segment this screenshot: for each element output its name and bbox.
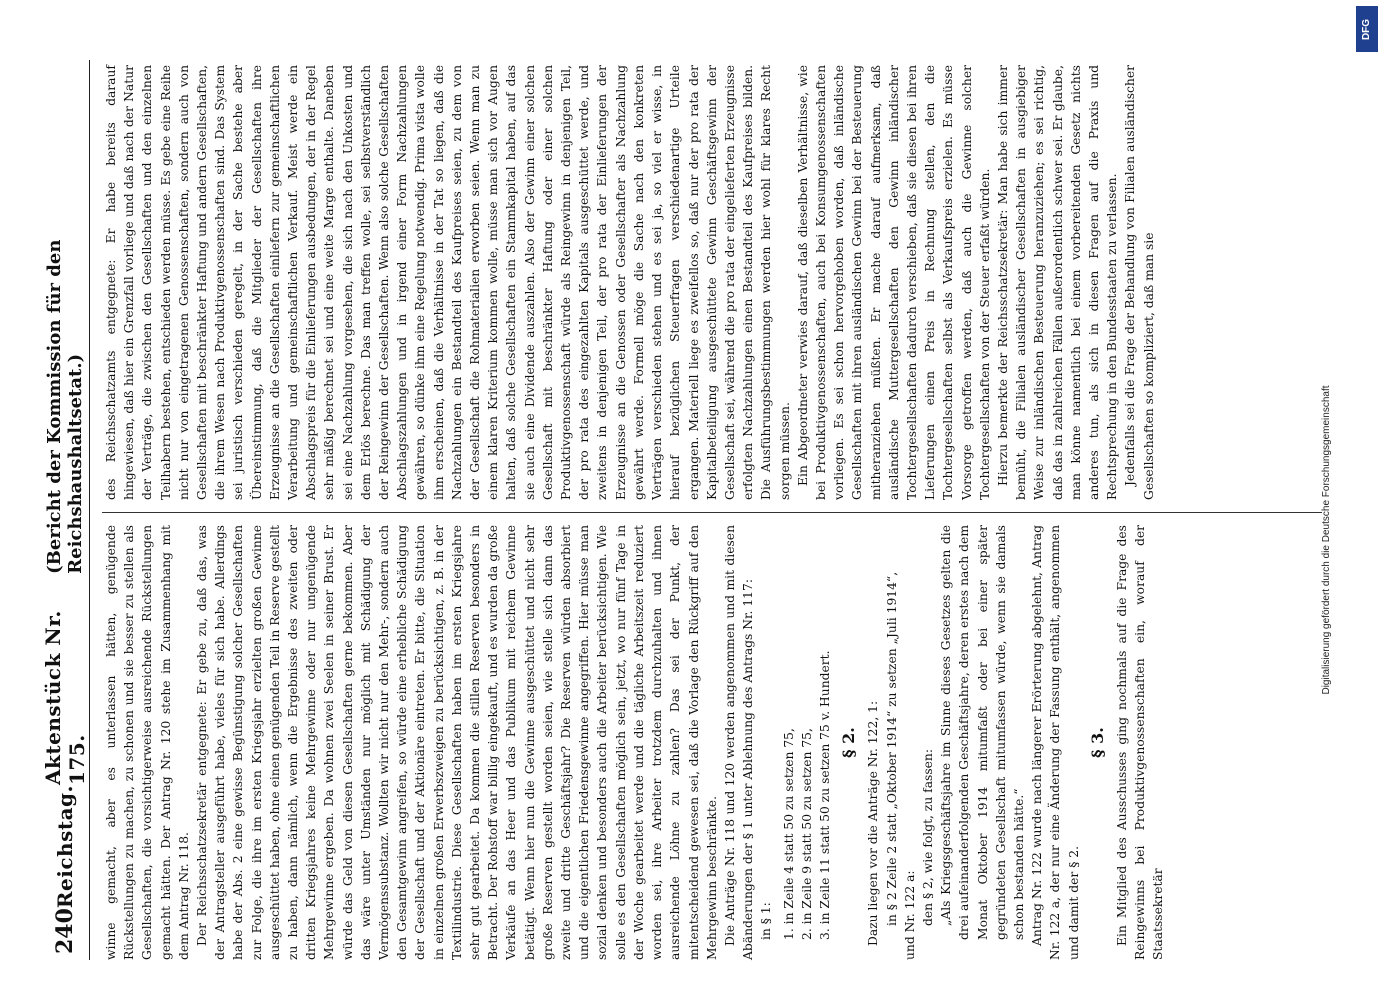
dfg-logo-icon: DFG: [1356, 6, 1378, 52]
paragraph: Der Reichsschatzsekretär entgegnete: Er gebe zu, daß das, was der Antragsteller ausgeführt habe, vieles für sich habe. Allerdings habe der Abs. 2 eine gewisse Begünstigung solcher Gesellschaften zur Folge, die ihre im ersten Kriegsjahr erzielten großen Gewinne ausgeschüttet haben, ohne einen genügenden Teil in Reserve gestellt zu haben, dann nämlich, wenn die Ergebnisse des zweiten oder dritten Kriegsjahres keine Mehrgewinne oder nur ungenügende Mehrgewinne ergeben. Da wohnen zwei Seelen in seiner Brust. Er würde das Geld von diesen Gesellschaften gerne bekommen. Aber das wäre unter Umständen nur möglich mit Schädigung der Vermögenssubstanz. Wollten wir nicht nur den Mehr-, sondern auch den Gesamtgewinn angreifen, so würde eine erhebliche Schädigung der Gesellschaft und der Aktionäre eintreten. Er bitte, die Situation in einzelnen großen Erwerbszweigen zu berücksichtigen, z. B. in der Textilindustrie. Diese Gesellschaften haben im ersten Kriegsjahre sehr gut gearbeitet. Da kommen die stillen Reserven besonders in Betracht. Der Rohstoff war billig eingekauft, und es wurden da große Verkäufe an das Heer und das Publikum mit reichem Gewinne betätigt. Wenn hier nun die Gewinne ausgeschüttet und nicht sehr große Reserven gestellt worden seien, wie stelle sich dann das zweite und dritte Geschäftsjahr? Die Reserven würden absorbiert und die eigentlichen Friedensgewinne angegriffen. Hier müsse man sozial denken und besonders auch die Arbeiter berücksichtigen. Wie solle es den Gesellschaften möglich sein, jetzt, wo nur fünf Tage in der Woche gearbeitet werde und die tägliche Arbeitszeit reduziert worden sei, ihre Arbeiter trotzdem durchzuhalten und ihnen ausreichende Löhne zu zahlen? Das sei der Punkt, der mitentscheidend gewesen sei, daß die Vorlage den Rückgriff auf den Mehrgewinn beschränkte.: [195, 525, 719, 960]
section-heading: § 3.: [1087, 727, 1107, 758]
list-item: 1. in Zeile 4 statt 50 zu setzen 75,: [781, 728, 796, 940]
list-intro: in § 1:: [759, 902, 774, 940]
paragraph: und Nr. 122 a:: [902, 870, 917, 960]
digitization-notice: Digitalisierung gefördert durch die Deutsche Forschungsgemeinschaft: [1321, 385, 1332, 695]
paragraph: Ein Abgeordneter verwies darauf, daß dieselben Verhältnisse, wie bei Produktivgenossenschaften, auch bei Konsumgenossenschaften vorliegen. Es sei schon hervorgehoben worden, daß inländische Gesellschaften mit ihren ausländischen Gewinn bei der Besteuerung mitheranziehen müßten. Er mache darauf aufmerksam, daß ausländische Muttergesellschaften den Gewinn inländischer Tochtergesellschaften dadurch verschieben, daß sie diesen bei ihren Lieferungen einen Preis in Rechnung stellen, den die Tochtergesellschaften selbst als Verkaufspreis erzielen. Es müsse Vorsorge getroffen werden, daß auch die Gewinne solcher Tochtergesellschaften von der Steuer erfaßt würden.: [795, 65, 992, 500]
quotation: „Als Kriegsgeschäftsjahre im Sinne dieses Gesetzes gelten die drei aufeinanderfolgenden Geschäftsjahre, deren erstes nach dem Monat Oktober 1914 mitumfaßt oder bei einer später gegründeten Gesellschaft mitumfassen würde, wenn sie damals schon bestanden hätte.“: [939, 525, 1026, 940]
left-column: [102, 525, 1322, 960]
paragraph: den § 2, wie folgt, zu fassen:: [920, 749, 935, 926]
scan-sidebar: [1321, 0, 1383, 1000]
document-number: Aktenstück Nr. 175.: [40, 610, 89, 785]
section-heading: § 2.: [839, 727, 859, 758]
document-title: (Bericht der Kommission für den Reichshaushaltsetat.): [43, 239, 86, 574]
publication-name: Reichstag.: [52, 784, 77, 909]
paragraph: winne gemacht, aber es unterlassen hätten, genügende Rückstellungen zu machen, zu schonen und sie besser zu stellen als Gesellschaften, die vorsichtigerweise ausreichende Rückstellungen gemacht hätten. Der Antrag Nr. 120 stehe im Zusammenhang mit dem Antrag Nr. 118.: [104, 525, 191, 960]
column-divider: [102, 512, 1322, 513]
page-header: [40, 60, 90, 960]
paragraph: Ein Mitglied des Ausschusses ging nochmals auf die Frage des Reingewinns bei Produktivgenossenschaften ein, worauf der Staatssekretär: [1114, 525, 1166, 960]
right-column: [102, 65, 1322, 500]
document-page: [40, 60, 1340, 960]
paragraph: Antrag Nr. 122 wurde nach längerer Erörterung abgelehnt, Antrag Nr. 122 a, der nur eine Änderung der Fassung enthält, angenommen und damit der § 2.: [1030, 525, 1081, 960]
paragraph: Jedenfalls sei die Frage der Behandlung von Filialen ausländischer Gesellschaften so kompliziert, daß man sie: [1123, 65, 1156, 500]
paragraph: in § 2 Zeile 2 statt „Oktober 1914“ zu setzen „Juli 1914“,: [884, 571, 899, 926]
list-item: 2. in Zeile 9 statt 50 zu setzen 75,: [799, 728, 814, 940]
list-item: 3. in Zeile 11 statt 50 zu setzen 75 v. Hundert.: [817, 650, 832, 940]
paragraph: des Reichsschatzamts entgegnete: Er habe bereits darauf hingewiesen, daß hier ein Grenzfall vorliege und daß nach der Natur der Verträge, die zwischen den Gesellschaften und den einzelnen Teilhabern bestehen, entschieden werden müsse. Es gebe eine Reihe nicht nur von eingetragenen Genossenschaften, sondern auch von Gesellschaften mit beschränkter Haftung und andern Gesellschaften, die ihrem Wesen nach Produktivgenossenschaften sind. Das System sei juristisch verschieden geregelt, in der Sache bestehe aber Übereinstimmung, daß die Mitglieder der Gesellschaften ihre Erzeugnisse an die Gesellschaften einliefern zur gemeinschaftlichen Verarbeitung und gemeinschaftlichen Verkauf. Meist werde ein Abschlagspreis für die Einlieferungen ausbedungen, der in der Regel sehr mäßig berechnet sei und eine weite Marge enthalte. Daneben sei eine Nachzahlung vorgesehen, die sich nach den Unkosten und dem Erlös berechne. Das man treffen wolle, sei selbstverständlich der Reingewinn der Gesellschaften. Wenn also solche Gesellschaften Abschlagszahlungen und in irgend einer Form Nachzahlungen gewähren, so dünke ihm eine Regelung notwendig. Prima vista wolle ihm erscheinen, daß die Verhältnisse in der Tat so liegen, daß die Nachzahlungen ein Bestandteil des Kaufpreises seien, zu dem von der Gesellschaft die Rohmaterialien erworben seien. Wenn man zu einem klaren Kriterium kommen wolle, müsse man sich vor Augen halten, daß solche Gesellschaften ein Stammkapital haben, auf das sie auch eine Dividende auszahlen. Also der Gewinn einer solchen Gesellschaft mit beschränkter Haftung oder einer solchen Produktivgenossenschaft würde als Reingewinn in denjenigen Teil, der pro rata des eingezahlten Kapitals ausgeschüttet werde, und zweitens in denjenigen Teil, der pro rata der Einlieferungen der Erzeugnisse an die Genossen oder Gesellschafter als Nachzahlung gewährt werde. Formell möge die Sache nach den konkreten Verträgen verschieden stehen und es sei ja, so viel er wisse, in hierauf bezüglichen Steuerfragen verschiedenartige Urteile ergangen. Materiell liege es zweifellos so, daß nur der pro rata der Kapitalbeteiligung ausgeschüttete Gewinn Geschäftsgewinn der Gesellschaft sei, während die pro rata der eingelieferten Erzeugnisse erfolgten Nachzahlungen einen Bestandteil des Kaufpreises bilden. Die Ausführungsbestimmungen werden hier wohl für klares Recht sorgen müssen.: [104, 65, 792, 500]
paragraph: Hierzu bemerkte der Reichsschatzsekretär: Man habe sich immer bemüht, die Filialen ausländischer Gesellschaften in ausgiebiger Weise zur inländischen Besteuerung heranzuziehen; es sei richtig, daß das in zahlreichen Fällen außerordentlich schwer sei. Er glaube, man könne namentlich bei einem vorbereitenden Gesetz nichts anderes tun, als sich in diesen Fragen auf die Praxis und Rechtsprechung in den Bundesstaaten zu verlassen.: [995, 65, 1120, 500]
paragraph: Die Anträge Nr. 118 und 120 werden angenommen und mit diesen Abänderungen der § 1 unter Ablehnung des Antrags Nr. 117:: [722, 525, 756, 960]
page-number: 240: [51, 908, 78, 954]
amendment-list: [780, 525, 835, 940]
paragraph: Dazu liegen vor die Anträge Nr. 122, 1:: [866, 700, 881, 946]
